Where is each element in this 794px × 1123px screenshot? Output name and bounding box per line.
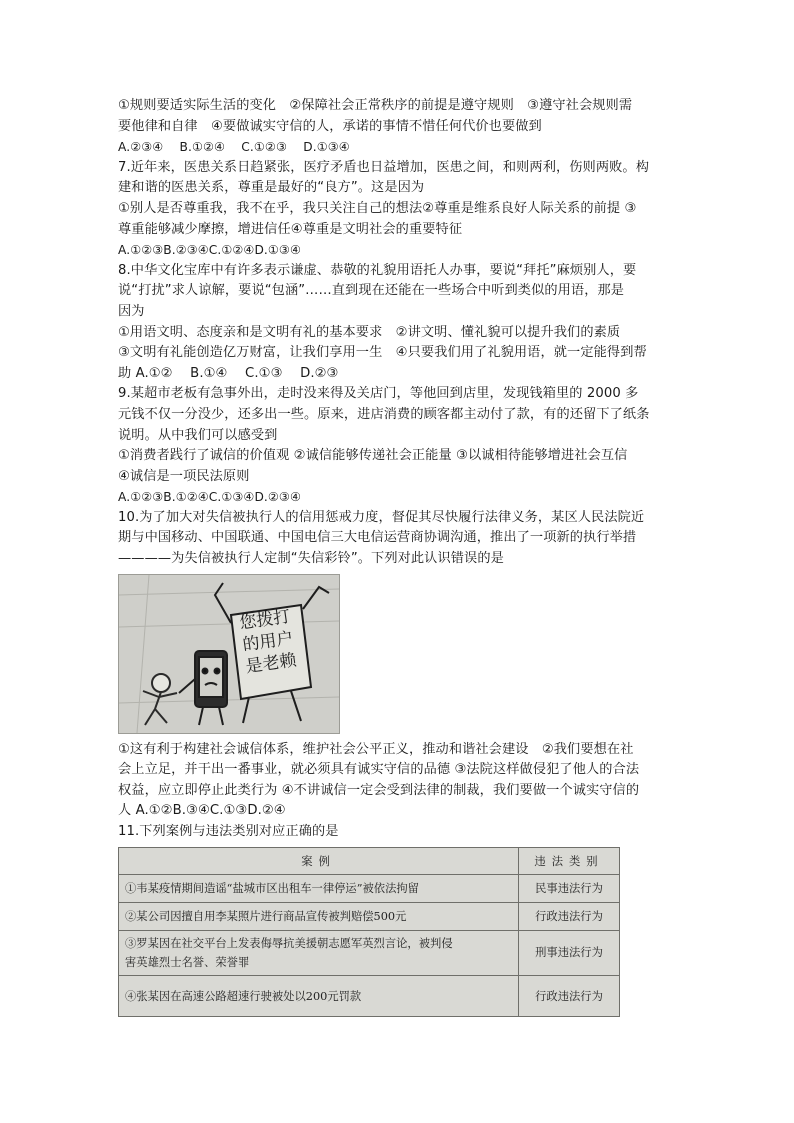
cartoon-sign-line: 是老赖 [244, 649, 298, 677]
case-text: ④张某因在高速公路超速行驶被处以200元罚款 [125, 989, 362, 1003]
q9-statement-line: ①消费者践行了诚信的价值观 ②诚信能够传递社会正能量 ③以诚相待能够增进社会互信 [118, 448, 628, 464]
q9-stem-line: 9.某超市老板有急事外出，走时没来得及关店门，等他回到店里，发现钱箱里的 2000 多 [118, 386, 639, 402]
q8-statement-line: 助 A.①② B.①④ C.①③ D.②③ [118, 365, 339, 381]
table-cell-case [119, 902, 519, 930]
table-row [119, 930, 620, 975]
cartoon-sign-line: 的用户 [241, 628, 295, 656]
q7-options: A.①②③B.②③④C.①②④D.①③④ [118, 243, 301, 258]
q8-statement-line: ③文明有礼能创造亿万财富，让我们享用一生 ④只要我们用了礼貌用语，就一定能得到帮 [118, 345, 647, 361]
q10-statement-line: 人 A.①②B.③④C.①③D.②④ [118, 803, 286, 819]
q11-stem: 11.下列案例与违法类别对应正确的是 [118, 824, 339, 840]
q6-statement-line: 要他律和自律 ④要做诚实守信的人，承诺的事情不惜任何代价也要做到 [118, 118, 542, 134]
table-row [119, 975, 620, 1016]
cartoon-drawing [119, 575, 339, 733]
q7-stem-line: 7.近年来，医患关系日趋紧张，医疗矛盾也日益增加，医患之间，和则两利，伤则两败。构 [118, 159, 649, 175]
q7-statement-line: 尊重能够减少摩擦，增进信任④尊重是文明社会的重要特征 [118, 221, 463, 237]
law-case-table [118, 847, 620, 1017]
case-text: ③罗某因在社交平台上发表侮辱抗美援朝志愿军英烈言论，被判侵 [125, 936, 453, 950]
q9-options: A.①②③B.①②④C.①③④D.②③④ [118, 490, 301, 505]
table-cell-type: 行政违法行为 [519, 975, 620, 1016]
q8-stem-line: 8.中华文化宝库中有许多表示谦虚、恭敬的礼貌用语托人办事，要说“拜托”麻烦别人，要 [118, 262, 637, 278]
table-cell-case [119, 975, 519, 1016]
q8-stem-line: 说“打扰”求人谅解，要说“包涵”……直到现在还能在一些场合中听到类似的用语，那是 [118, 283, 625, 299]
case-text: 害英雄烈士名誉、荣誉罪 [125, 955, 250, 969]
table-cell-type: 民事违法行为 [519, 874, 620, 902]
q6-options: A.②③④ B.①②④ C.①②③ D.①③④ [118, 140, 350, 155]
q7-stem-line: 建和谐的医患关系，尊重是最好的“良方”。这是因为 [118, 180, 425, 196]
q8-stem-line: 因为 [118, 303, 145, 319]
table-header-row [119, 847, 620, 874]
case-text: ②某公司因擅自用李某照片进行商品宣传被判赔偿500元 [125, 910, 407, 924]
cartoon-sign-line: 您拨打 [238, 606, 292, 634]
q10-statement-line: 权益，应立即停止此类行为 ④不讲诚信一定会受到法律的制裁，我们要做一个诚实守信的 [118, 782, 640, 798]
table-cell-case [119, 930, 519, 975]
table-cell-case [119, 874, 519, 902]
q10-statement-line: ①这有利于构建社会诚信体系，维护社会公平正义，推动和谐社会建设 ②我们要想在社 [118, 741, 634, 757]
table-header-type: 违法类别 [519, 847, 620, 874]
table-cell-type: 行政违法行为 [519, 902, 620, 930]
q9-statement-line: ④诚信是一项民法原则 [118, 468, 250, 484]
q10-stem-line: 期与中国移动、中国联通、中国电信三大电信运营商协调沟通，推出了一项新的执行举措 [118, 530, 637, 546]
table-header-case: 案例 [119, 847, 519, 874]
q10-stem-line: 10.为了加大对失信被执行人的信用惩戒力度，督促其尽快履行法律义务，某区人民法院近 [118, 509, 645, 525]
case-text: ①韦某疫情期间造谣“盐城市区出租车一律停运”被依法拘留 [125, 882, 419, 896]
q6-statement-line: ①规则要适实际生活的变化 ②保障社会正常秩序的前提是遵守规则 ③遵守社会规则需 [118, 98, 633, 113]
q9-stem-line: 说明。从中我们可以感受到 [118, 427, 278, 443]
q7-statement-line: ①别人是否尊重我，我不在乎，我只关注自己的想法②尊重是维系良好人际关系的前提 ③ [118, 200, 637, 216]
exam-page [118, 96, 678, 1017]
cartoon-sign-text [233, 605, 304, 679]
q10-stem-line: ————为失信被执行人定制“失信彩铃”。下列对此认识错误的是 [118, 551, 504, 567]
table-row [119, 902, 620, 930]
q10-statement-line: 会上立足，并干出一番事业，就必须具有诚实守信的品德 ③法院这样做侵犯了他人的合法 [118, 762, 640, 778]
q8-statement-line: ①用语文明、态度亲和是文明有礼的基本要求 ②讲文明、懂礼貌可以提升我们的素质 [118, 324, 621, 340]
table-cell-type: 刑事违法行为 [519, 930, 620, 975]
cartoon-illustration [118, 574, 340, 734]
q9-stem-line: 元钱不仅一分没少，还多出一些。原来，进店消费的顾客都主动付了款，有的还留下了纸条 [118, 406, 650, 422]
table-row [119, 874, 620, 902]
